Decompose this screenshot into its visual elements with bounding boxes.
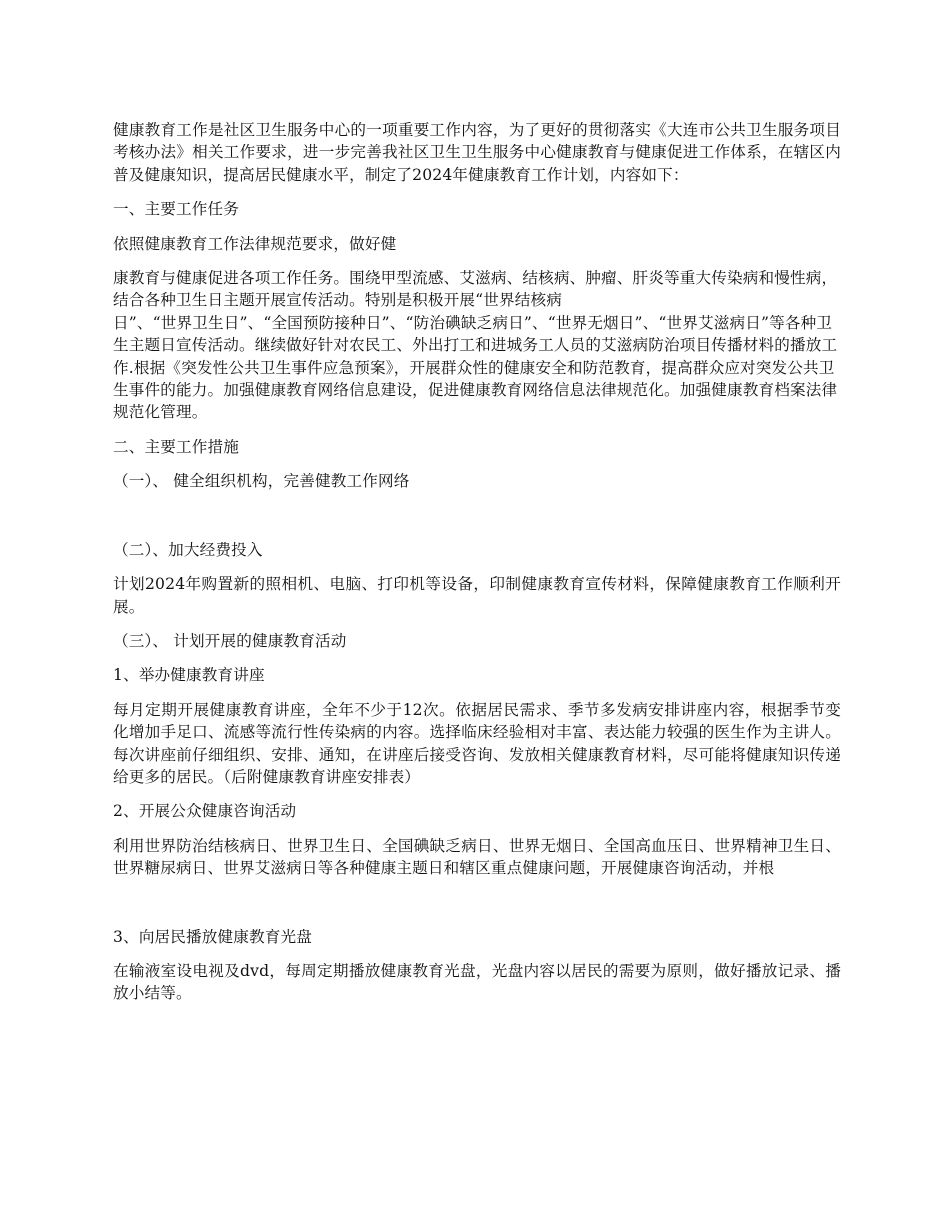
blank-space	[113, 892, 841, 926]
main-tasks-paragraph-2	[113, 267, 841, 424]
main-tasks-paragraph-2-line-1: 康教育与健康促进各项工作任务。围绕甲型流感、艾滋病、结核病、肿瘤、肝炎等重大传染病和慢性病，结合各种卫生日主题开展宣传活动。特别是积极开展“世界结核病	[113, 269, 838, 310]
funding-paragraph: 计划2024年购置新的照相机、电脑、打印机等设备，印制健康教育宣传材料，保障健康教育工作顺利开展。	[113, 575, 841, 616]
subsection-heading-organization: （一）、 健全组织机构，完善健教工作网络	[113, 472, 410, 491]
dvd-paragraph: 在输液室设电视及dvd，每周定期播放健康教育光盘，光盘内容以居民的需要为原则，做好播放记录、播放小结等。	[113, 961, 841, 1003]
main-tasks-paragraph-1: 依照健康教育工作法律规范要求，做好健	[113, 234, 397, 253]
main-tasks-paragraph-2-rest: 日”、“世界卫生日”、“全国预防接种日”、“防治碘缺乏病日”、“世界无烟日”、“世界艾滋病日”等各种卫生主题日宣传活动。继续做好针对农民工、外出打工和进城务工人员的艾滋病防治项目传播材料的播放工作.根据《突发性公共卫生事件应急预案》，开展群众性的健康安全和防范教育，提高群众应对突发公共卫生事件的能力。加强健康教育网络信息建设，促进健康教育网络信息法律规范化。加强健康教育档案法律规范化管理。	[113, 313, 838, 422]
document-body	[113, 119, 841, 1017]
subsection-heading-activities: （三）、 计划开展的健康教育活动	[113, 631, 347, 650]
section-heading-main-measures: 二、主要工作措施	[113, 437, 239, 456]
blank-space	[113, 505, 841, 539]
item-heading-consultation: 2、开展公众健康咨询活动	[113, 802, 297, 821]
consultation-paragraph: 利用世界防治结核病日、世界卫生日、全国碘缺乏病日、世界无烟日、全国高血压日、世界精神卫生日、世界糖尿病日、世界艾滋病日等各种健康主题日和辖区重点健康问题，开展健康咨询活动，并根	[113, 836, 841, 878]
intro-paragraph: 健康教育工作是社区卫生服务中心的一项重要工作内容，为了更好的贯彻落实《大连市公共卫生服务项目考核办法》相关工作要求，进一步完善我社区卫生卫生服务中心健康教育与健康促进工作体系，在辖区内普及健康知识，提高居民健康水平，制定了2024年健康教育工作计划，内容如下：	[113, 121, 841, 184]
section-heading-main-tasks: 一、主要工作任务	[113, 200, 239, 219]
subsection-heading-funding: （二）、加大经费投入	[113, 540, 263, 559]
item-heading-dvd: 3、向居民播放健康教育光盘	[113, 927, 312, 946]
lectures-paragraph: 每月定期开展健康教育讲座，全年不少于12次。依据居民需求、季节多发病安排讲座内容，根据季节变化增加手足口、流感等流行性传染病的内容。选择临床经验相对丰富、表达能力较强的医生作为主讲人。每次讲座前仔细组织、安排、通知，在讲座后接受咨询、发放相关健康教育材料，尽可能将健康知识传递给更多的居民。（后附健康教育讲座安排表）	[113, 700, 841, 786]
item-heading-lectures: 1、举办健康教育讲座	[113, 666, 265, 685]
